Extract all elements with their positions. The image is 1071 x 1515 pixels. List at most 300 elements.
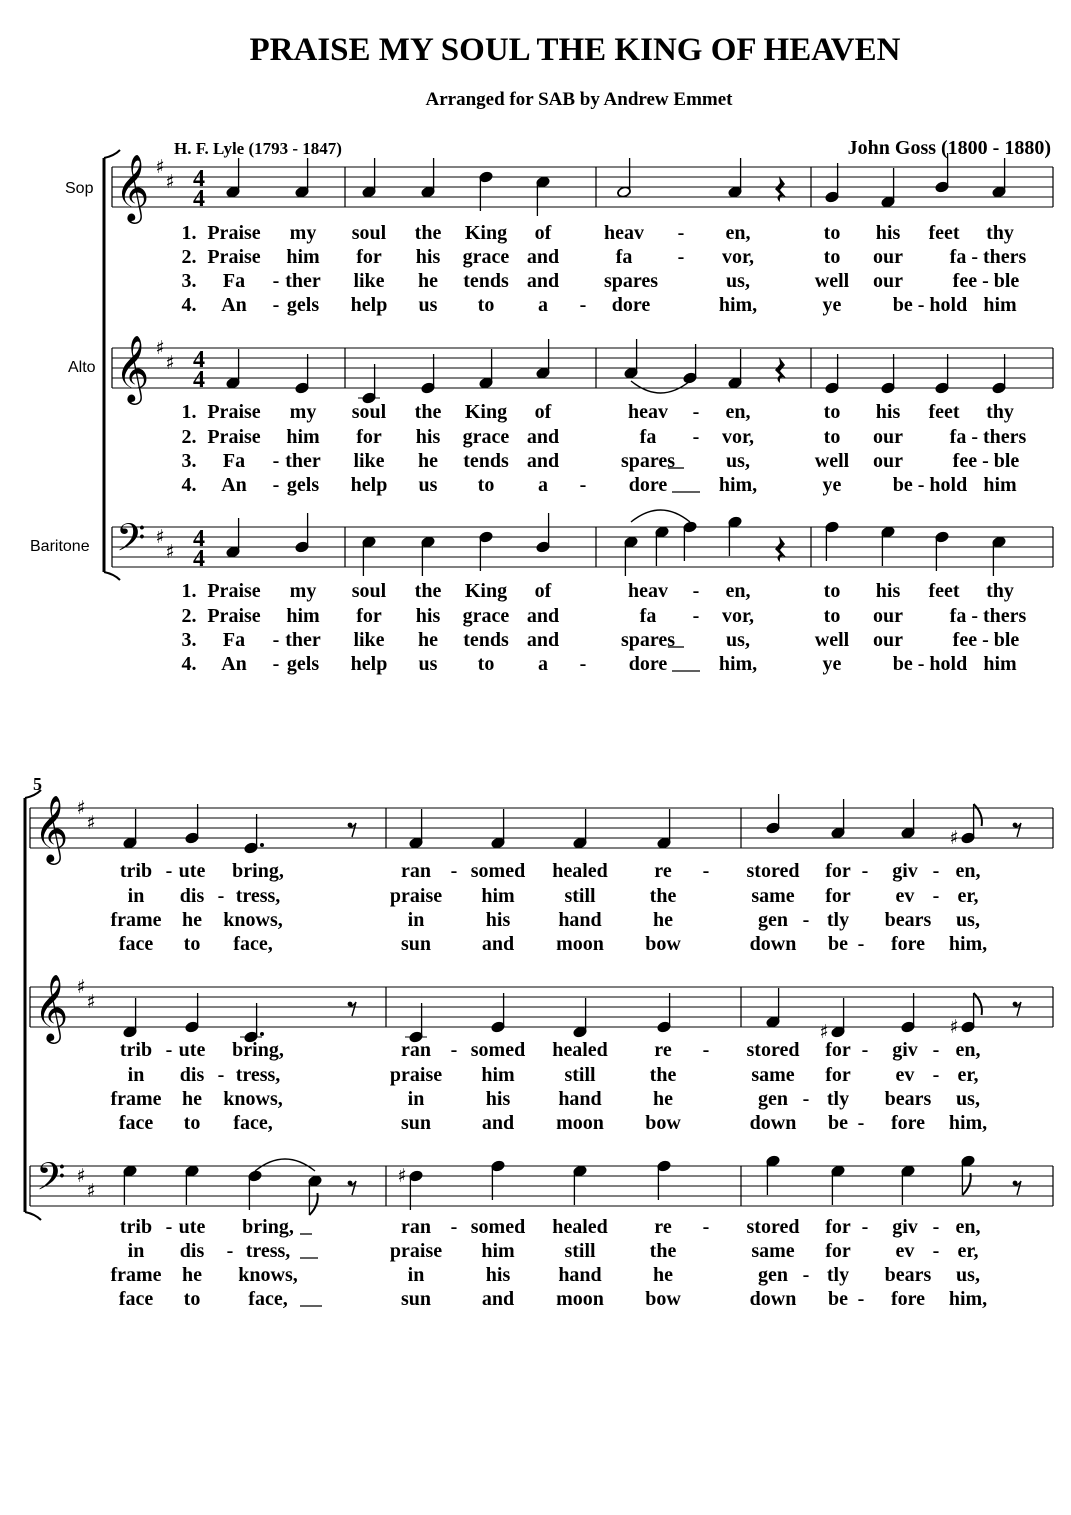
lyric-syllable: be [828,933,848,955]
lyric-syllable: Fa [222,270,246,292]
lyric-syllable: his [415,605,441,627]
lyric-syllable: face, [248,1288,288,1310]
lyric-syllable: to [823,605,841,627]
lyric-syllable: his [485,909,511,931]
sharp-icon: ♯ [155,337,165,359]
lyric-syllable: be - hold [892,294,968,316]
lyric-syllable: for [356,246,382,268]
lyric-syllable: Praise [207,580,261,602]
lyric-syllable: thy [986,222,1014,244]
quarter-rest-icon [775,536,786,562]
lyric-syllable: ther [285,629,321,651]
lyric-syllable: re [654,860,672,882]
lyric-syllable: and [526,450,560,472]
lyric-syllable: tly [826,1088,850,1110]
lyric-syllable: us [418,474,438,496]
lyric-syllable: An [221,474,247,496]
lyric-syllable: somed [470,1039,526,1061]
lyric-syllable: of [534,401,552,423]
lyric-syllable: - [450,860,458,882]
lyric-syllable: vor, [721,426,755,448]
lyric-syllable: thy [986,580,1014,602]
lyric-syllable: - [165,1216,173,1238]
lyric-syllable: well [814,270,850,292]
lyric-syllable: well [814,629,850,651]
lyric-syllable: - [932,1039,940,1061]
lyric-syllable: - [272,270,280,292]
lyric-syllable: to [477,653,495,675]
lyric-syllable: knows, [223,909,283,931]
lyric-syllable: our [873,426,903,448]
lyric-syllable: like [353,270,385,292]
lyric-syllable: fore [890,1288,926,1310]
lyric-syllable: - [692,426,700,448]
lyric-syllable: well [814,450,850,472]
sharp-icon: ♯ [76,797,86,819]
lyric-syllable: him [481,1064,515,1086]
lyric-syllable: his [485,1088,511,1110]
lyric-syllable: down [749,1288,797,1310]
lyric-syllable: for [356,426,382,448]
lyric-syllable: 3. [181,450,197,472]
lyric-syllable: bring, [242,1216,294,1238]
lyric-syllable: - [450,1039,458,1061]
lyric-syllable: him [481,885,515,907]
lyric-syllable: - [861,1039,869,1061]
lyric-syllable: giv [892,860,918,882]
lyric-syllable: - [272,450,280,472]
lyric-syllable: - [579,653,587,675]
lyric-syllable: ther [285,450,321,472]
lyric-syllable: fa [639,426,657,448]
lyric-syllable: he [182,1264,202,1286]
sharp-icon: ♯ [165,352,175,374]
lyric-syllable: spares [620,629,676,651]
lyric-syllable: ther [285,270,321,292]
part-label-sop: Sop [65,180,94,197]
lyric-syllable: en, [955,860,981,882]
lyric-syllable: for [825,1039,851,1061]
lyric-syllable: fee - ble [952,450,1020,472]
lyric-syllable: to [183,1288,201,1310]
lyric-syllable: him, [718,474,758,496]
lyric-syllable: bow [645,933,681,955]
lyric-syllable: hand [558,1088,602,1110]
part-label-alto: Alto [68,359,96,376]
lyric-syllable: a [538,294,548,316]
lyric-syllable: stored [746,860,800,882]
lyric-syllable: and [481,1112,515,1134]
page-title: PRAISE MY SOUL THE KING OF HEAVEN [249,32,901,68]
note-flag [974,804,982,826]
lyric-syllable: bears [884,1088,932,1110]
lyric-syllable: and [526,270,560,292]
sharp-icon: ♯ [155,526,165,548]
lyric-syllable: - [857,1112,865,1134]
lyric-syllable: - [217,885,225,907]
lyric-syllable: ev [895,885,915,907]
lyric-syllable: ran [401,1216,431,1238]
lyric-syllable: in [127,1240,145,1262]
lyric-syllable: gen [758,1264,788,1286]
lyric-syllable: him, [718,294,758,316]
lyric-syllable: face [118,1112,154,1134]
lyric-syllable: thy [986,401,1014,423]
lyric-syllable: for [356,605,382,627]
lyric-syllable: us, [956,1088,980,1110]
lyric-syllable: fa [615,246,633,268]
lyric-syllable: him [983,653,1017,675]
lyric-syllable: - [802,1264,810,1286]
lyric-syllable: us [418,294,438,316]
lyric-syllable: - [272,653,280,675]
lyric-syllable: for [825,1064,851,1086]
lyric-syllable: stored [746,1216,800,1238]
lyric-syllable: Praise [207,426,261,448]
lyric-syllable: tends [463,450,509,472]
bass-clef-icon: 𝄢 [116,515,146,569]
lyric-syllable: fee - ble [952,629,1020,651]
lyric-syllable: - [677,222,685,244]
lyric-syllable: face [118,1288,154,1310]
lyric-syllable: gen [758,1088,788,1110]
lyric-syllable: grace [462,605,510,627]
lyric-syllable: giv [892,1216,918,1238]
lyric-syllable: and [526,629,560,651]
lyric-syllable: he [182,909,202,931]
lyric-syllable: bring, [232,860,284,882]
lyric-syllable: a [538,653,548,675]
lyric-syllable: - [802,1088,810,1110]
lyric-syllable: - [702,1039,710,1061]
treble-clef-icon: 𝄞 [34,973,69,1041]
lyric-syllable: the [649,1240,677,1262]
lyric-syllable: to [823,246,841,268]
lyric-syllable: and [526,426,560,448]
lyric-syllable: tress, [235,885,281,907]
lyric-syllable: healed [552,860,608,882]
lyric-syllable: tress, [235,1064,281,1086]
lyric-syllable: - [857,1288,865,1310]
lyric-syllable: same [751,1064,795,1086]
lyric-syllable: hand [558,1264,602,1286]
lyric-syllable: him [983,474,1017,496]
lyric-syllable: knows, [238,1264,298,1286]
lyric-syllable: 1. [181,580,197,602]
lyric-syllable: heav [628,580,668,602]
lyric-syllable: Praise [207,605,261,627]
lyric-syllable: in [407,909,425,931]
lyric-syllable: to [477,474,495,496]
lyric-syllable: 2. [181,426,197,448]
sharp-icon: ♯ [76,976,86,998]
lyric-syllable: he [418,450,438,472]
lyric-syllable: frame [110,909,162,931]
lyric-syllable: - [702,860,710,882]
lyric-syllable: us, [726,629,750,651]
sharp-icon: ♯ [165,541,175,563]
lyric-syllable: him [286,605,320,627]
lyric-syllable: gels [286,474,320,496]
augmentation-dot [260,1032,264,1036]
time-signature-top: 4 [193,166,205,192]
treble-clef-icon: 𝄞 [34,794,69,862]
lyric-syllable: him [286,426,320,448]
time-signature-top: 4 [193,526,205,552]
lyric-syllable: moon [556,933,604,955]
lyric-syllable: 4. [181,653,197,675]
lyric-syllable: and [481,933,515,955]
lyric-syllable: somed [470,1216,526,1238]
lyric-syllable: re [654,1039,672,1061]
lyric-syllable: - [450,1216,458,1238]
lyric-syllable: our [873,629,903,651]
lyric-syllable: his [415,246,441,268]
lyric-syllable: frame [110,1264,162,1286]
lyric-syllable: praise [389,885,443,907]
lyric-syllable: for [825,860,851,882]
lyric-syllable: - [932,885,940,907]
lyric-syllable: of [534,222,552,244]
lyric-syllable: - [861,860,869,882]
lyric-syllable: - [165,860,173,882]
lyric-syllable: he [418,270,438,292]
lyric-syllable: grace [462,246,510,268]
lyric-syllable: - [272,474,280,496]
lyric-syllable: dis [179,1240,205,1262]
lyric-syllable: help [350,653,388,675]
lyric-syllable: - [932,860,940,882]
lyric-syllable: ran [401,1039,431,1061]
lyric-syllable: bring, [232,1039,284,1061]
lyric-syllable: feet [928,401,960,423]
lyric-syllable: grace [462,426,510,448]
lyric-syllable: giv [892,1039,918,1061]
lyric-syllable: the [414,580,442,602]
lyric-syllable: for [825,1240,851,1262]
lyric-syllable: praise [389,1240,443,1262]
lyric-syllable: us [418,653,438,675]
lyric-syllable: to [823,401,841,423]
time-signature-bottom: 4 [193,186,205,212]
lyric-syllable: ute [178,1039,206,1061]
lyric-syllable: - [692,605,700,627]
measure-number: 5 [33,774,42,794]
lyric-syllable: in [407,1264,425,1286]
lyric-syllable: vor, [721,246,755,268]
sharp-icon: ♯ [86,991,96,1013]
lyric-syllable: 3. [181,629,197,651]
lyric-syllable: gen [758,909,788,931]
lyric-syllable: - [677,246,685,268]
lyric-syllable: him, [948,933,988,955]
lyric-syllable: vor, [721,605,755,627]
lyric-syllable: be - hold [892,474,968,496]
lyric-syllable: en, [725,401,751,423]
system-bracket-bottom [104,572,120,580]
lyric-syllable: of [534,580,552,602]
lyric-syllable: to [477,294,495,316]
accidental-sharp-icon: ♯ [819,1021,829,1043]
lyric-syllable: his [875,222,901,244]
lyric-syllable: like [353,450,385,472]
lyric-syllable: face [118,933,154,955]
lyric-syllable: still [564,1064,596,1086]
lyric-syllable: ran [401,860,431,882]
composer-credit: John Goss (1800 - 1880) [847,137,1051,159]
lyric-syllable: bow [645,1288,681,1310]
lyric-syllable: en, [955,1216,981,1238]
lyric-syllable: us, [726,270,750,292]
lyric-syllable: King [464,222,508,244]
lyric-syllable: and [526,246,560,268]
lyric-syllable: his [485,1264,511,1286]
time-signature-bottom: 4 [193,546,205,572]
lyric-syllable: 2. [181,605,197,627]
lyric-syllable: fee - ble [952,270,1020,292]
lyric-syllable: ute [178,1216,206,1238]
lyric-syllable: - [702,1216,710,1238]
lyric-syllable: spares [603,270,659,292]
lyric-syllable: An [221,294,247,316]
lyric-syllable: the [414,222,442,244]
lyric-syllable: down [749,1112,797,1134]
lyric-syllable: same [751,1240,795,1262]
augmentation-dot [260,843,264,847]
lyric-syllable: - [857,933,865,955]
lyric-syllable: my [289,580,317,602]
lyric-syllable: knows, [223,1088,283,1110]
lyric-syllable: 1. [181,401,197,423]
lyric-syllable: for [825,1216,851,1238]
lyric-syllable: tends [463,270,509,292]
lyric-syllable: ev [895,1064,915,1086]
treble-clef-icon: 𝄞 [115,334,150,402]
lyric-syllable: to [183,933,201,955]
lyric-syllable: 1. [181,222,197,244]
lyric-syllable: to [823,580,841,602]
lyric-syllable: he [653,909,673,931]
lyric-syllable: An [221,653,247,675]
lyric-syllable: fore [890,1112,926,1134]
lyric-syllable: he [418,629,438,651]
page-subtitle: Arranged for SAB by Andrew Emmet [425,89,733,110]
lyric-syllable: he [182,1088,202,1110]
lyric-syllable: the [649,885,677,907]
lyric-syllable: spares [620,450,676,472]
lyric-syllable: our [873,605,903,627]
lyric-syllable: tends [463,629,509,651]
lyric-syllable: to [823,222,841,244]
lyric-syllable: en, [955,1039,981,1061]
lyric-syllable: feet [928,222,960,244]
accidental-sharp-icon: ♯ [949,1016,959,1038]
lyric-syllable: face, [233,933,273,955]
lyric-syllable: - [932,1240,940,1262]
lyric-syllable: in [127,885,145,907]
lyric-syllable: soul [351,401,387,423]
lyric-syllable: 2. [181,246,197,268]
lyric-syllable: him, [718,653,758,675]
lyric-syllable: King [464,401,508,423]
bass-clef-icon: 𝄢 [36,1154,66,1208]
lyric-syllable: down [749,933,797,955]
quarter-rest-icon [775,176,786,202]
lyric-syllable: him [983,294,1017,316]
lyric-syllable: - [932,1064,940,1086]
lyric-syllable: - [272,294,280,316]
lyric-syllable: dore [628,653,668,675]
lyric-syllable: help [350,294,388,316]
lyric-syllable: fa - thers [949,605,1027,627]
lyric-syllable: the [414,401,442,423]
lyric-syllable: the [649,1064,677,1086]
lyric-syllable: heav [628,401,668,423]
lyric-syllable: moon [556,1112,604,1134]
lyric-syllable: ye [822,474,842,496]
lyric-syllable: feet [928,580,960,602]
lyric-syllable: 4. [181,294,197,316]
lyric-syllable: stored [746,1039,800,1061]
lyric-syllable: gels [286,653,320,675]
lyric-syllable: still [564,1240,596,1262]
lyric-syllable: somed [470,860,526,882]
treble-clef-icon: 𝄞 [115,153,150,221]
lyric-syllable: still [564,885,596,907]
lyric-syllable: - [802,909,810,931]
lyric-syllable: ute [178,860,206,882]
lyric-syllable: ye [822,653,842,675]
lyric-syllable: - [272,629,280,651]
lyric-syllable: - [579,294,587,316]
lyric-syllable: re [654,1216,672,1238]
lyric-syllable: dore [628,474,668,496]
lyric-syllable: tress, [245,1240,291,1262]
lyric-syllable: our [873,246,903,268]
lyric-syllable: us, [726,450,750,472]
lyric-syllable: fore [890,933,926,955]
lyric-syllable: be [828,1112,848,1134]
lyric-syllable: trib [119,1216,153,1238]
lyric-syllable: King [464,580,508,602]
slur [255,1159,315,1171]
lyric-syllable: - [692,580,700,602]
lyric-syllable: like [353,629,385,651]
lyric-syllable: he [653,1088,673,1110]
lyric-syllable: him [481,1240,515,1262]
lyric-syllable: to [823,426,841,448]
lyric-syllable: him [286,246,320,268]
lyric-syllable: 4. [181,474,197,496]
lyric-syllable: dore [611,294,651,316]
lyric-syllable: trib [119,860,153,882]
lyric-syllable: - [579,474,587,496]
lyric-syllable: be [828,1288,848,1310]
lyric-syllable: fa [639,605,657,627]
lyric-syllable: us, [956,909,980,931]
slur [631,510,690,522]
lyric-syllable: Praise [207,401,261,423]
lyric-syllable: a [538,474,548,496]
lyric-syllable: help [350,474,388,496]
lyric-syllable: 3. [181,270,197,292]
lyric-syllable: en, [725,580,751,602]
lyric-syllable: - [692,401,700,423]
lyric-syllable: dis [179,1064,205,1086]
lyric-syllable: my [289,222,317,244]
lyric-syllable: healed [552,1216,608,1238]
system-bracket-bottom [25,1212,41,1220]
